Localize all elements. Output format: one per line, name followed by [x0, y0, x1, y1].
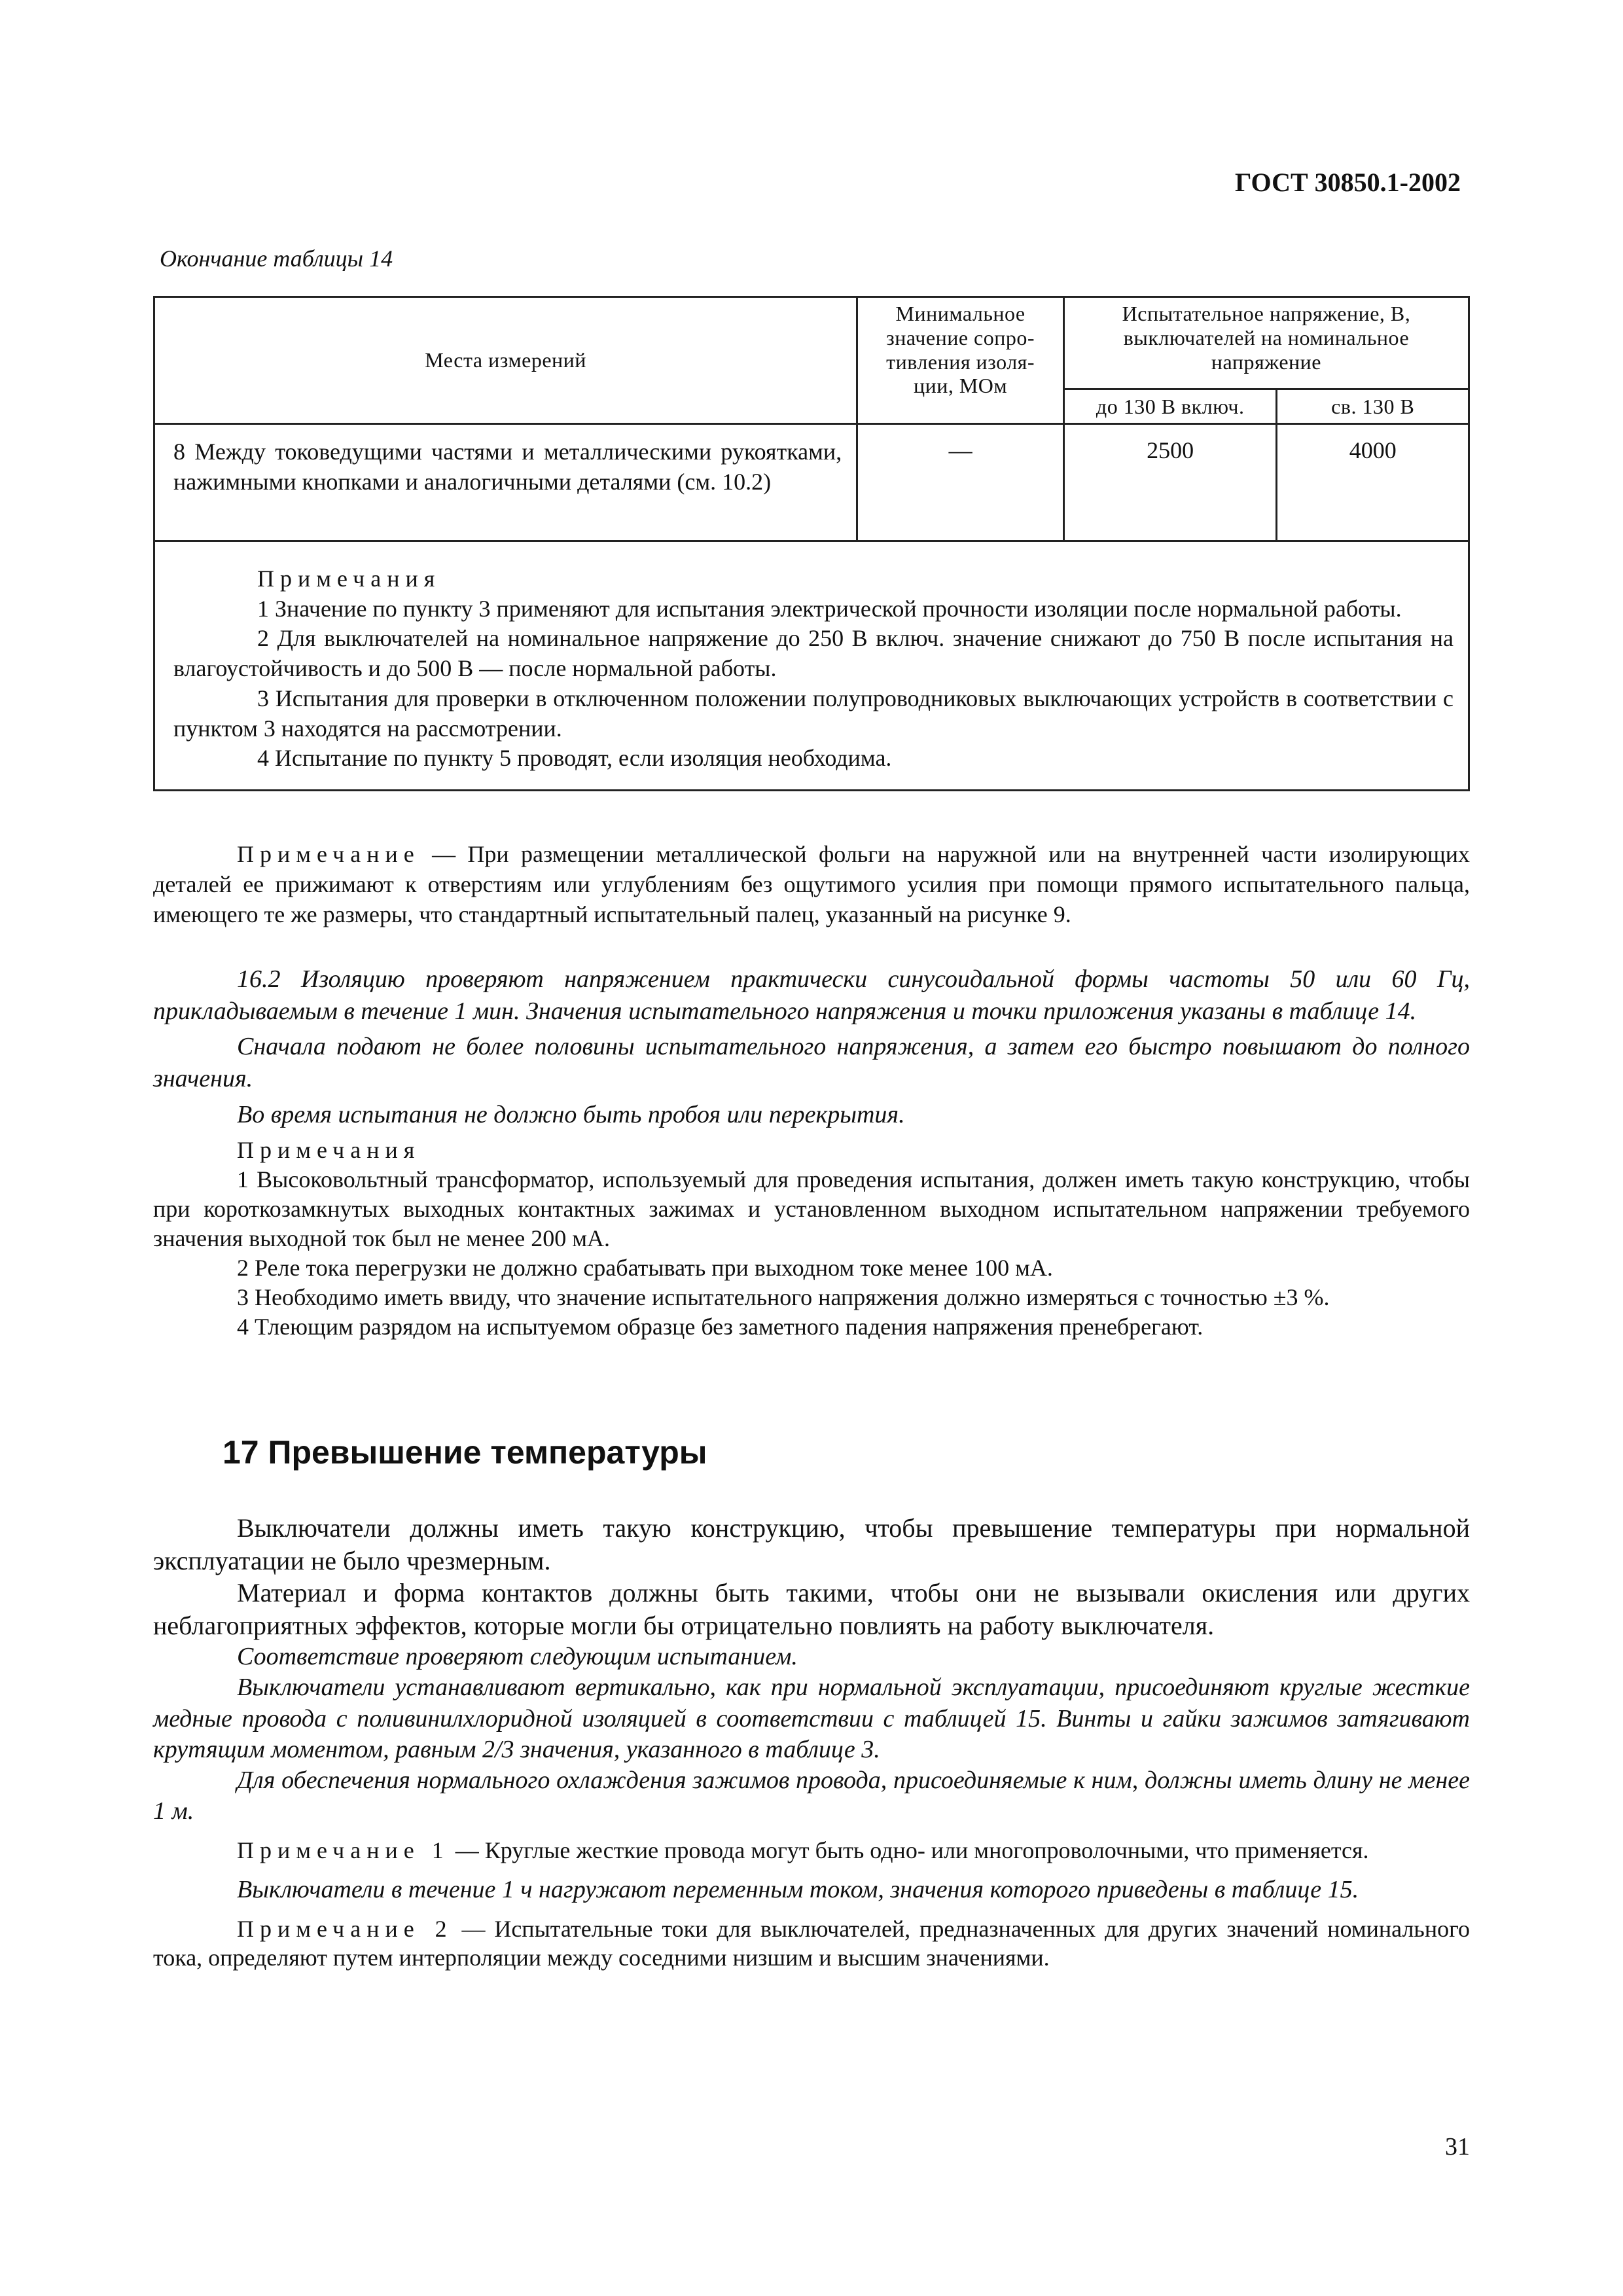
header-min-line: значение сопро-	[886, 325, 1035, 350]
s162-p2: Сначала подают не более половины испытательного напряжения, а затем его быстро повышают до полного значения.	[153, 1033, 1470, 1092]
row8-place: 8 Между токоведущими частями и металлическими рукоятками, нажимными кнопками и аналогичными деталями (см. 10.2)	[154, 424, 857, 541]
row8-over: 4000	[1277, 424, 1469, 541]
note-after-table	[153, 839, 1470, 929]
header-upto-130: до 130 В включ.	[1063, 389, 1277, 424]
header-place-label: Места измерений	[425, 348, 586, 372]
section-16-2	[153, 963, 1470, 1342]
s17-p5: Для обеспечения нормального охлаждения зажимов провода, присоединяемые к ним, должны иметь длину не менее 1 м.	[153, 1766, 1470, 1825]
table-note-2: 2 Для выключателей на номинальное напряжение до 250 В включ. значение снижают до 750 В после испытания на влагоустойчивость и до 500 В — после нормальной работы.	[173, 625, 1454, 682]
s162-note-4: 4 Тлеющим разрядом на испытуемом образце без заметного падения напряжения пренебрегают.	[237, 1314, 1204, 1340]
header-over-130: св. 130 В	[1277, 389, 1469, 424]
section-17	[153, 1512, 1470, 1973]
header-min-resistance	[857, 297, 1064, 424]
s162-note-2: 2 Реле тока перегрузки не должно срабатывать при выходном токе менее 100 мА.	[237, 1255, 1053, 1282]
table-note-3: 3 Испытания для проверки в отключенном положении полупроводниковых выключающих устройств в соответствии с пунктом 3 находятся на рассмотрении.	[173, 685, 1454, 742]
header-place	[154, 297, 857, 424]
s162-notes-title: Примечания	[237, 1137, 421, 1164]
header-test-voltage	[1063, 297, 1469, 389]
s162-p1: 16.2 Изоляцию проверяют напряжением практически синусоидальной формы частоты 50 или 60 Гц, прикладываемым в течение 1 мин. Значения испытательного напряжения и точки приложения указаны в таблице 14.	[153, 965, 1470, 1025]
s162-note-1: 1 Высоковольтный трансформатор, используемый для проведения испытания, должен иметь такую конструкцию, чтобы при короткозамкнутых выходных контактных зажимах и установленном выходном испытательном напряжении требуемого значения выходной ток был не менее 200 мА.	[153, 1166, 1470, 1252]
note1-text: — Круглые жесткие провода могут быть одно- или многопроволочными, что применяется.	[449, 1837, 1369, 1864]
header-voltage-line: напряжение	[1211, 350, 1321, 374]
table-row	[154, 424, 1469, 541]
s17-p2: Материал и форма контактов должны быть такими, чтобы они не вызывали окисления или других неблагоприятных эффектов, которые могли бы отрицательно повлиять на работу выключателя.	[153, 1578, 1470, 1640]
note-text: — При размещении металлической фольги на наружной или на внутренней части изолирующих деталей ее прижимают к отверстиям или углублениям без ощутимого усилия при помощи прямого испытательного пальца, имеющего те же размеры, что стандартный испытательный палец, указанный на рисунке 9.	[153, 841, 1470, 928]
row8-upto: 2500	[1063, 424, 1277, 541]
s162-note-3: 3 Необходимо иметь ввиду, что значение испытательного напряжения должно измеряться с точностью ±3 %.	[237, 1284, 1330, 1311]
note2-text: — Испытательные токи для выключателей, предназначенных для других значений номинального тока, определяют путем интерполяции между соседними низшим и высшим значениями.	[153, 1915, 1470, 1971]
row8-min: —	[857, 424, 1064, 541]
document-code: ГОСТ 30850.1-2002	[1235, 168, 1461, 197]
page-number: 31	[1445, 2133, 1470, 2161]
header-min-line: Минимальное	[895, 302, 1026, 325]
s162-p3: Во время испытания не должно быть пробоя или перекрытия.	[237, 1100, 905, 1128]
s17-p1: Выключатели должны иметь такую конструкцию, чтобы превышение температуры при нормальной эксплуатации не было чрезмерным.	[153, 1513, 1470, 1575]
table-note-1: 1 Значение по пункту 3 применяют для испытания электрической прочности изоляции после нормальной работы.	[257, 595, 1402, 622]
table-caption: Окончание таблицы 14	[160, 245, 393, 272]
s17-p4: Выключатели устанавливают вертикально, как при нормальной эксплуатации, присоединяют круглые жесткие медные провода с поливинилхлоридной изоляцией в соответствии с таблицей 15. Винты и гайки зажимов затягивают крутящим моментом, равным 2/3 значения, указанного в таблице 3.	[153, 1674, 1470, 1763]
table-note-4: 4 Испытание по пункту 5 проводят, если изоляция необходима.	[257, 745, 892, 772]
table-14	[153, 296, 1470, 791]
notes-title: Примечания	[257, 565, 441, 592]
s17-p6: Выключатели в течение 1 ч нагружают переменным током, значения которого приведены в таблице 15.	[237, 1875, 1359, 1903]
header-min-line: тивления изоля-	[886, 350, 1035, 374]
header-voltage-line: выключателей на номинальное	[1123, 325, 1410, 350]
note2-label: Примечание 2	[237, 1915, 453, 1942]
note-label: Примечание	[237, 841, 420, 867]
note1-label: Примечание 1	[237, 1837, 450, 1864]
header-voltage-line: Испытательное напряжение, В,	[1122, 302, 1411, 325]
table-notes	[154, 541, 1469, 791]
section-17-heading: 17 Превышение температуры	[223, 1434, 707, 1471]
s17-p3: Соответствие проверяют следующим испытанием.	[237, 1643, 798, 1671]
header-min-line: ции, МОм	[913, 374, 1008, 398]
